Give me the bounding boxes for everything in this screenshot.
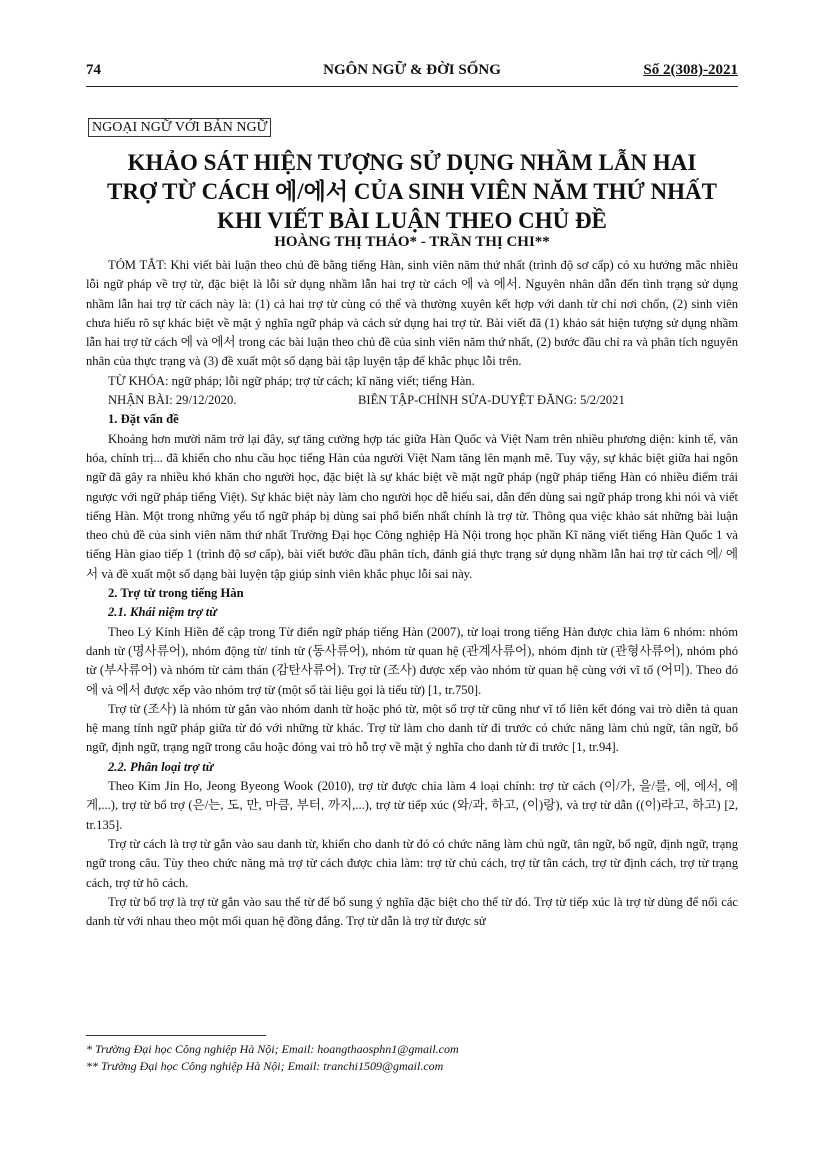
footnote: ** Trường Đại học Công nghiệp Hà Nội; Email: tranchi1509@gmail.com (86, 1059, 444, 1073)
header-divider (86, 86, 738, 87)
title-line: KHẢO SÁT HIỆN TƯỢNG SỬ DỤNG NHẦM LẪN HAI (127, 150, 697, 175)
title-line: TRỢ TỪ CÁCH 에/에서 CỦA SINH VIÊN NĂM THỨ NHẤT (107, 179, 717, 204)
authors: HOÀNG THỊ THẢO* - TRẦN THỊ CHI** (274, 234, 550, 250)
paragraph: Trợ từ cách là trợ từ gắn vào sau danh từ, khiến cho danh từ đó có chức năng làm chủ ngữ, tân ngữ, bổ ngữ, định ngữ, trạng ngữ trong câu. Tùy theo chức năng mà trợ từ cách được chia làm: trợ từ chủ cách, trợ từ tân cách, trợ từ định cách, trợ từ trạng cách, trợ từ hô cách. (86, 836, 738, 890)
footnotes (86, 1041, 738, 1075)
paragraph: Trợ từ bổ trợ là trợ từ gắn vào sau thể từ để bổ sung ý nghĩa đặc biệt cho thể từ đó. Trợ từ tiếp xúc là trợ từ dùng để nối các danh từ với nhau theo một mối quan hệ đồng đẳng. Trợ từ dẫn là trợ từ được sử (86, 894, 738, 929)
article-title (86, 148, 738, 235)
section-heading: 1. Đặt vấn đề (108, 412, 179, 427)
running-header (86, 62, 738, 84)
journal-name: NGÔN NGỮ & ĐỜI SỐNG (323, 62, 501, 78)
article-dates (86, 391, 738, 410)
page-number: 74 (86, 62, 101, 78)
paragraph: Theo Kim Jin Ho, Jeong Byeong Wook (2010), trợ từ được chia làm 4 loại chính: trợ từ cách (이/가, 을/를, 에, 에서, 에게,...), trợ từ bổ trợ (은/는, 도, 만, 마큼, 부터, 까지,...), trợ từ tiếp xúc (와/과, 하고, (이)랑), và trợ từ dẫn ((이)라고, 하고) [2, tr.135]. (86, 779, 738, 832)
paragraph: Theo Lý Kính Hiền để cập trong Từ điển ngữ pháp tiếng Hàn (2007), từ loại trong tiếng Hàn được chia làm 6 nhóm: nhóm danh từ (명사류어), nhóm động từ/ tính từ (동사류어), nhóm từ quan hệ (관계사류어), nhóm định từ (관형사류어), nhóm phó từ (부사류어) và nhóm từ cảm thán (감탄사류어). Trợ từ (조사) được xếp vào nhóm từ quan hệ cùng với vĩ tố (어미). Theo đó 에 và 에서 được xếp vào nhóm trợ từ (một số tài liệu gọi là tiểu từ) [1, tr.750]. (86, 624, 738, 697)
article-body (86, 256, 738, 931)
paragraph: Khoảng hơn mười năm trở lại đây, sự tăng cường hợp tác giữa Hàn Quốc và Việt Nam trên nhiều phương diện: kinh tế, văn hóa, chính trị... đã khiến cho nhu cầu học tiếng Hàn của người Việt Nam tăng lên mạnh mẽ. Tuy vậy, sự khác biệt giữa hai ngôn ngữ đã gây ra nhiều khó khăn cho người học, đặc biệt là sự khác biệt về mặt ngữ pháp (ngữ pháp tiếng Hàn có nhiều điểm trái ngược với ngữ pháp tiếng Việt). Sự khác biệt này làm cho người học dễ hiểu sai, dẫn đến dùng sai ngữ pháp trong khi nói và viết tiếng Hàn. Một trong những yếu tố ngữ pháp bị dùng sai phổ biến nhất chính là trợ từ. Thông qua việc khảo sát những bài luận theo chủ đề của sinh viên năm thứ nhất Trường Đại học Công nghiệp Hà Nội trong học phần Kĩ năng viết tiếng Hàn Quốc 1 và tiếng Hàn giao tiếp 1 (trình độ sơ cấp), bài viết bước đầu phân tích, đánh giá thực trạng sử dụng nhầm lẫn hai trợ từ cách 에/ 에서 và đề xuất một số dạng bài luyện tập giúp sinh viên khắc phục lỗi sai này. (86, 431, 738, 581)
title-line: KHI VIẾT BÀI LUẬN THEO CHỦ ĐỀ (217, 208, 607, 233)
issue-number: Số 2(308)-2021 (643, 62, 738, 78)
accepted-date: BIÊN TẬP-CHỈNH SỬA-DUYỆT ĐĂNG: 5/2/2021 (358, 393, 625, 408)
subsection-heading: 2.1. Khái niệm trợ từ (108, 605, 217, 620)
paragraph: Trợ từ (조사) là nhóm từ gắn vào nhóm danh từ hoặc phó từ, một số trợ từ cũng như vĩ tố liên kết đóng vai trò diễn tả quan hệ mang tính ngữ pháp giữa từ đó với những từ khác. Trợ từ làm cho danh từ đi trước có chức năng làm chủ ngữ, tân ngữ, bổ ngữ, định ngữ, trạng ngữ trong câu hoặc đóng vai trò hỗ trợ về mặt ý nghĩa cho danh từ đi trước [1, tr.94]. (86, 701, 738, 755)
subsection-heading: 2.2. Phân loại trợ từ (108, 759, 214, 774)
section-tag: NGOẠI NGỮ VỚI BẢN NGỮ (88, 118, 271, 137)
footnote: * Trường Đại học Công nghiệp Hà Nội; Email: hoangthaosphn1@gmail.com (86, 1042, 459, 1056)
footnote-divider (86, 1035, 266, 1036)
received-date: NHẬN BÀI: 29/12/2020. (108, 393, 237, 408)
keywords: TỪ KHÓA: ngữ pháp; lỗi ngữ pháp; trợ từ cách; kĩ năng viết; tiếng Hàn. (108, 373, 475, 388)
section-heading: 2. Trợ từ trong tiếng Hàn (108, 586, 244, 601)
abstract: TÓM TẮT: Khi viết bài luận theo chủ đề bằng tiếng Hàn, sinh viên năm thứ nhất (trình độ sơ cấp) có xu hướng mắc nhiều lỗi ngữ pháp về trợ từ, đặc biệt là lỗi sử dụng nhầm lẫn hai trợ từ cách 에 và 에서. Nguyên nhân dẫn đến tình trạng sử dụng nhầm lẫn hai trợ từ cách này là: (1) cả hai trợ từ cùng có thể và thường xuyên kết hợp với danh từ chỉ nơi chốn, (2) sinh viên chưa hiểu rõ sự khác biệt về mặt ý nghĩa ngữ pháp và cách sử dụng hai trợ từ. Bài viết đã (1) khảo sát hiện tượng sử dụng nhầm lẫn hai trợ từ cách 에 và 에서 trong các bài luận theo chủ đề của sinh viên năm thứ nhất, (2) bước đầu chỉ ra và phân tích nguyên nhân của thực trạng và (3) đề xuất một số dạng bài tập luyện tập để khắc phục lỗi trên. (86, 258, 738, 369)
